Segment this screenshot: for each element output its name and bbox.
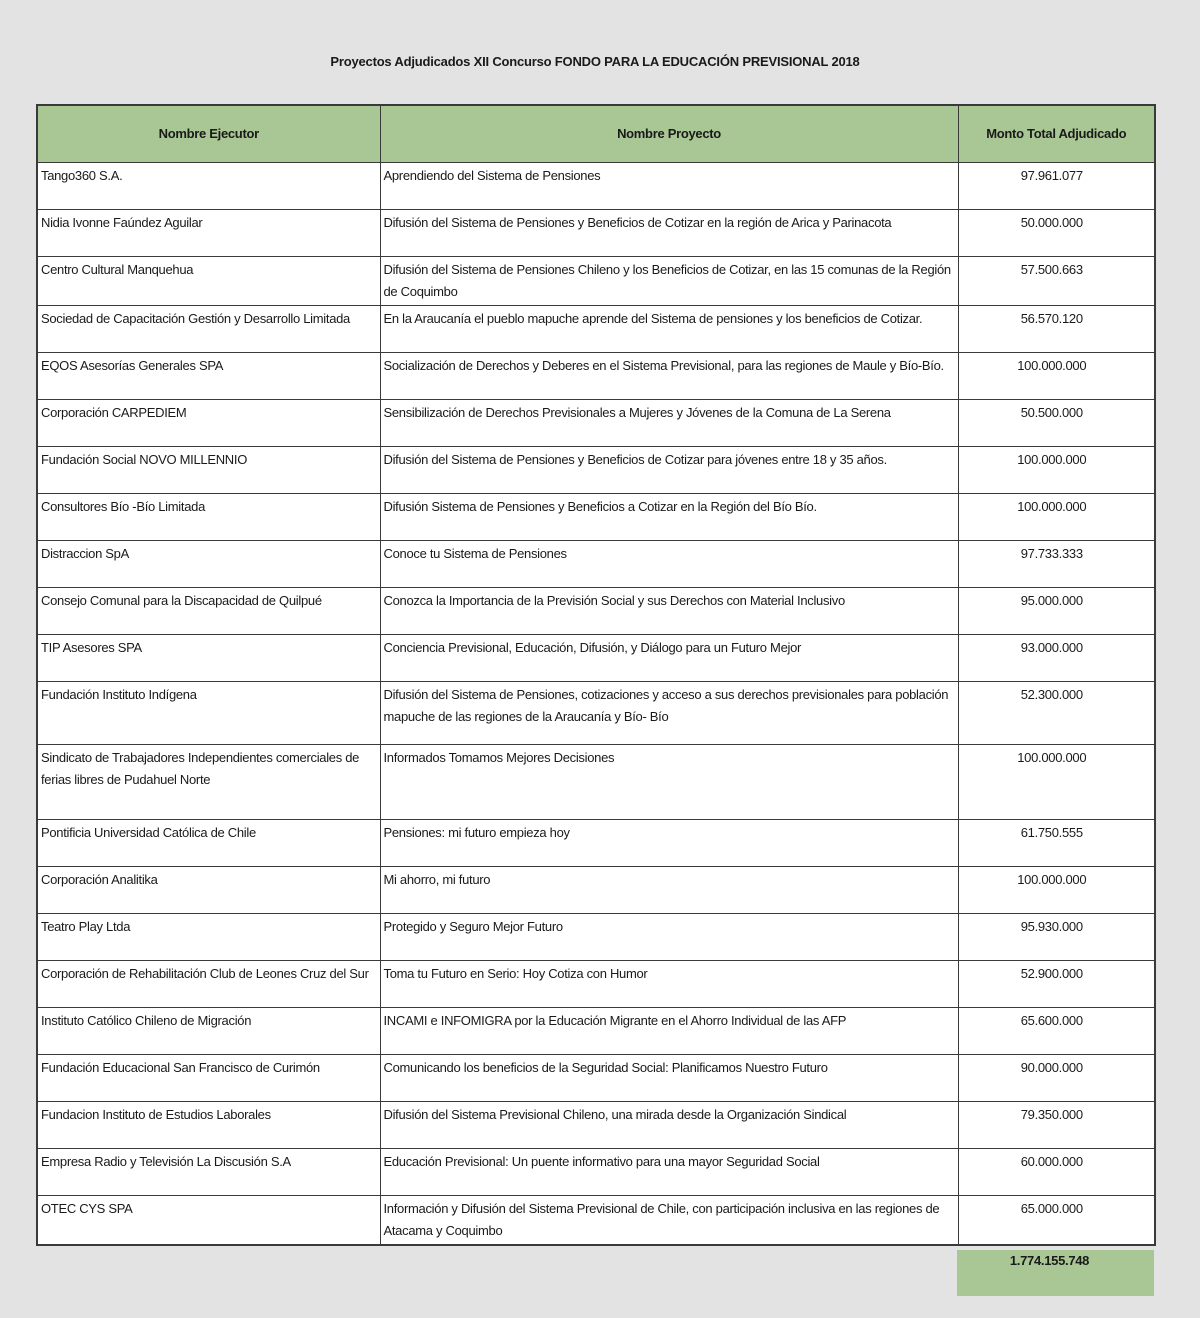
table-row <box>37 257 1155 306</box>
table-row <box>37 210 1155 257</box>
cell-proyecto: INCAMI e INFOMIGRA por la Educación Migrante en el Ahorro Individual de las AFP <box>380 1008 958 1055</box>
table-row <box>37 914 1155 961</box>
cell-ejecutor: Corporación de Rehabilitación Club de Leones Cruz del Sur <box>37 961 380 1008</box>
cell-proyecto: Mi ahorro, mi futuro <box>380 867 958 914</box>
cell-proyecto: Difusión del Sistema de Pensiones y Beneficios de Cotizar en la región de Arica y Parinacota <box>380 210 958 257</box>
cell-monto: 50.500.000 <box>958 400 1155 447</box>
awarded-projects-table <box>36 104 1156 1246</box>
table-row <box>37 961 1155 1008</box>
cell-ejecutor: Pontificia Universidad Católica de Chile <box>37 820 380 867</box>
total-amount: 1.774.155.748 <box>957 1250 1154 1296</box>
cell-monto: 95.930.000 <box>958 914 1155 961</box>
table-header-row <box>37 105 1155 163</box>
cell-ejecutor: Fundación Educacional San Francisco de Curimón <box>37 1055 380 1102</box>
cell-monto: 100.000.000 <box>958 745 1155 820</box>
cell-proyecto: Difusión del Sistema de Pensiones, cotizaciones y acceso a sus derechos previsionales para población mapuche de las regiones de la Araucanía y Bío- Bío <box>380 682 958 745</box>
cell-ejecutor: Teatro Play Ltda <box>37 914 380 961</box>
cell-ejecutor: Consultores Bío -Bío Limitada <box>37 494 380 541</box>
table-row <box>37 353 1155 400</box>
table-row <box>37 1149 1155 1196</box>
header-ejecutor: Nombre Ejecutor <box>37 105 380 163</box>
cell-proyecto: Sensibilización de Derechos Previsionales a Mujeres y Jóvenes de la Comuna de La Serena <box>380 400 958 447</box>
header-monto: Monto Total Adjudicado <box>958 105 1155 163</box>
cell-proyecto: Socialización de Derechos y Deberes en el Sistema Previsional, para las regiones de Maule y Bío-Bío. <box>380 353 958 400</box>
cell-ejecutor: Empresa Radio y Televisión La Discusión S.A <box>37 1149 380 1196</box>
cell-proyecto: En la Araucanía el pueblo mapuche aprende del Sistema de pensiones y los beneficios de Cotizar. <box>380 306 958 353</box>
cell-proyecto: Difusión del Sistema de Pensiones y Beneficios de Cotizar para jóvenes entre 18 y 35 años. <box>380 447 958 494</box>
cell-monto: 52.900.000 <box>958 961 1155 1008</box>
cell-proyecto: Comunicando los beneficios de la Seguridad Social: Planificamos Nuestro Futuro <box>380 1055 958 1102</box>
table-row <box>37 867 1155 914</box>
table-row <box>37 1055 1155 1102</box>
cell-proyecto: Información y Difusión del Sistema Previsional de Chile, con participación inclusiva en las regiones de Atacama y Coquimbo <box>380 1196 958 1246</box>
cell-monto: 90.000.000 <box>958 1055 1155 1102</box>
table-row <box>37 541 1155 588</box>
table-row <box>37 635 1155 682</box>
cell-ejecutor: Centro Cultural Manquehua <box>37 257 380 306</box>
cell-monto: 97.733.333 <box>958 541 1155 588</box>
cell-monto: 79.350.000 <box>958 1102 1155 1149</box>
cell-proyecto: Pensiones: mi futuro empieza hoy <box>380 820 958 867</box>
cell-monto: 65.000.000 <box>958 1196 1155 1246</box>
cell-monto: 100.000.000 <box>958 494 1155 541</box>
cell-proyecto: Conciencia Previsional, Educación, Difusión, y Diálogo para un Futuro Mejor <box>380 635 958 682</box>
cell-monto: 52.300.000 <box>958 682 1155 745</box>
cell-proyecto: Toma tu Futuro en Serio: Hoy Cotiza con Humor <box>380 961 958 1008</box>
cell-ejecutor: Tango360 S.A. <box>37 163 380 210</box>
cell-ejecutor: Instituto Católico Chileno de Migración <box>37 1008 380 1055</box>
cell-ejecutor: Sindicato de Trabajadores Independientes comerciales de ferias libres de Pudahuel Norte <box>37 745 380 820</box>
table-row <box>37 400 1155 447</box>
cell-monto: 100.000.000 <box>958 867 1155 914</box>
table-row <box>37 682 1155 745</box>
cell-ejecutor: Fundacion Instituto de Estudios Laborales <box>37 1102 380 1149</box>
cell-ejecutor: Sociedad de Capacitación Gestión y Desarrollo Limitada <box>37 306 380 353</box>
cell-ejecutor: Corporación CARPEDIEM <box>37 400 380 447</box>
table-row <box>37 588 1155 635</box>
table-row <box>37 163 1155 210</box>
cell-ejecutor: OTEC CYS SPA <box>37 1196 380 1246</box>
cell-proyecto: Aprendiendo del Sistema de Pensiones <box>380 163 958 210</box>
cell-monto: 95.000.000 <box>958 588 1155 635</box>
cell-ejecutor: TIP Asesores SPA <box>37 635 380 682</box>
cell-proyecto: Educación Previsional: Un puente informativo para una mayor Seguridad Social <box>380 1149 958 1196</box>
cell-proyecto: Difusión del Sistema Previsional Chileno, una mirada desde la Organización Sindical <box>380 1102 958 1149</box>
cell-monto: 60.000.000 <box>958 1149 1155 1196</box>
cell-ejecutor: Corporación Analitika <box>37 867 380 914</box>
cell-ejecutor: Nidia Ivonne Faúndez Aguilar <box>37 210 380 257</box>
cell-proyecto: Difusión del Sistema de Pensiones Chileno y los Beneficios de Cotizar, en las 15 comunas de la Región de Coquimbo <box>380 257 958 306</box>
table-row <box>37 306 1155 353</box>
cell-proyecto: Informados Tomamos Mejores Decisiones <box>380 745 958 820</box>
cell-monto: 50.000.000 <box>958 210 1155 257</box>
table-row <box>37 745 1155 820</box>
cell-ejecutor: Fundación Instituto Indígena <box>37 682 380 745</box>
cell-ejecutor: EQOS Asesorías Generales SPA <box>37 353 380 400</box>
page-title: Proyectos Adjudicados XII Concurso FONDO PARA LA EDUCACIÓN PREVISIONAL 2018 <box>330 54 860 69</box>
table-row <box>37 447 1155 494</box>
table-row <box>37 1196 1155 1246</box>
table-row <box>37 1008 1155 1055</box>
cell-monto: 57.500.663 <box>958 257 1155 306</box>
table-row <box>37 820 1155 867</box>
header-proyecto: Nombre Proyecto <box>380 105 958 163</box>
cell-monto: 93.000.000 <box>958 635 1155 682</box>
cell-proyecto: Protegido y Seguro Mejor Futuro <box>380 914 958 961</box>
cell-ejecutor: Distraccion SpA <box>37 541 380 588</box>
cell-monto: 61.750.555 <box>958 820 1155 867</box>
table-row <box>37 1102 1155 1149</box>
cell-ejecutor: Consejo Comunal para la Discapacidad de Quilpué <box>37 588 380 635</box>
cell-monto: 100.000.000 <box>958 353 1155 400</box>
cell-proyecto: Difusión Sistema de Pensiones y Beneficios a Cotizar en la Región del Bío Bío. <box>380 494 958 541</box>
cell-monto: 97.961.077 <box>958 163 1155 210</box>
cell-monto: 56.570.120 <box>958 306 1155 353</box>
table-row <box>37 494 1155 541</box>
cell-monto: 65.600.000 <box>958 1008 1155 1055</box>
cell-proyecto: Conozca la Importancia de la Previsión Social y sus Derechos con Material Inclusivo <box>380 588 958 635</box>
cell-proyecto: Conoce tu Sistema de Pensiones <box>380 541 958 588</box>
cell-monto: 100.000.000 <box>958 447 1155 494</box>
cell-ejecutor: Fundación Social NOVO MILLENNIO <box>37 447 380 494</box>
